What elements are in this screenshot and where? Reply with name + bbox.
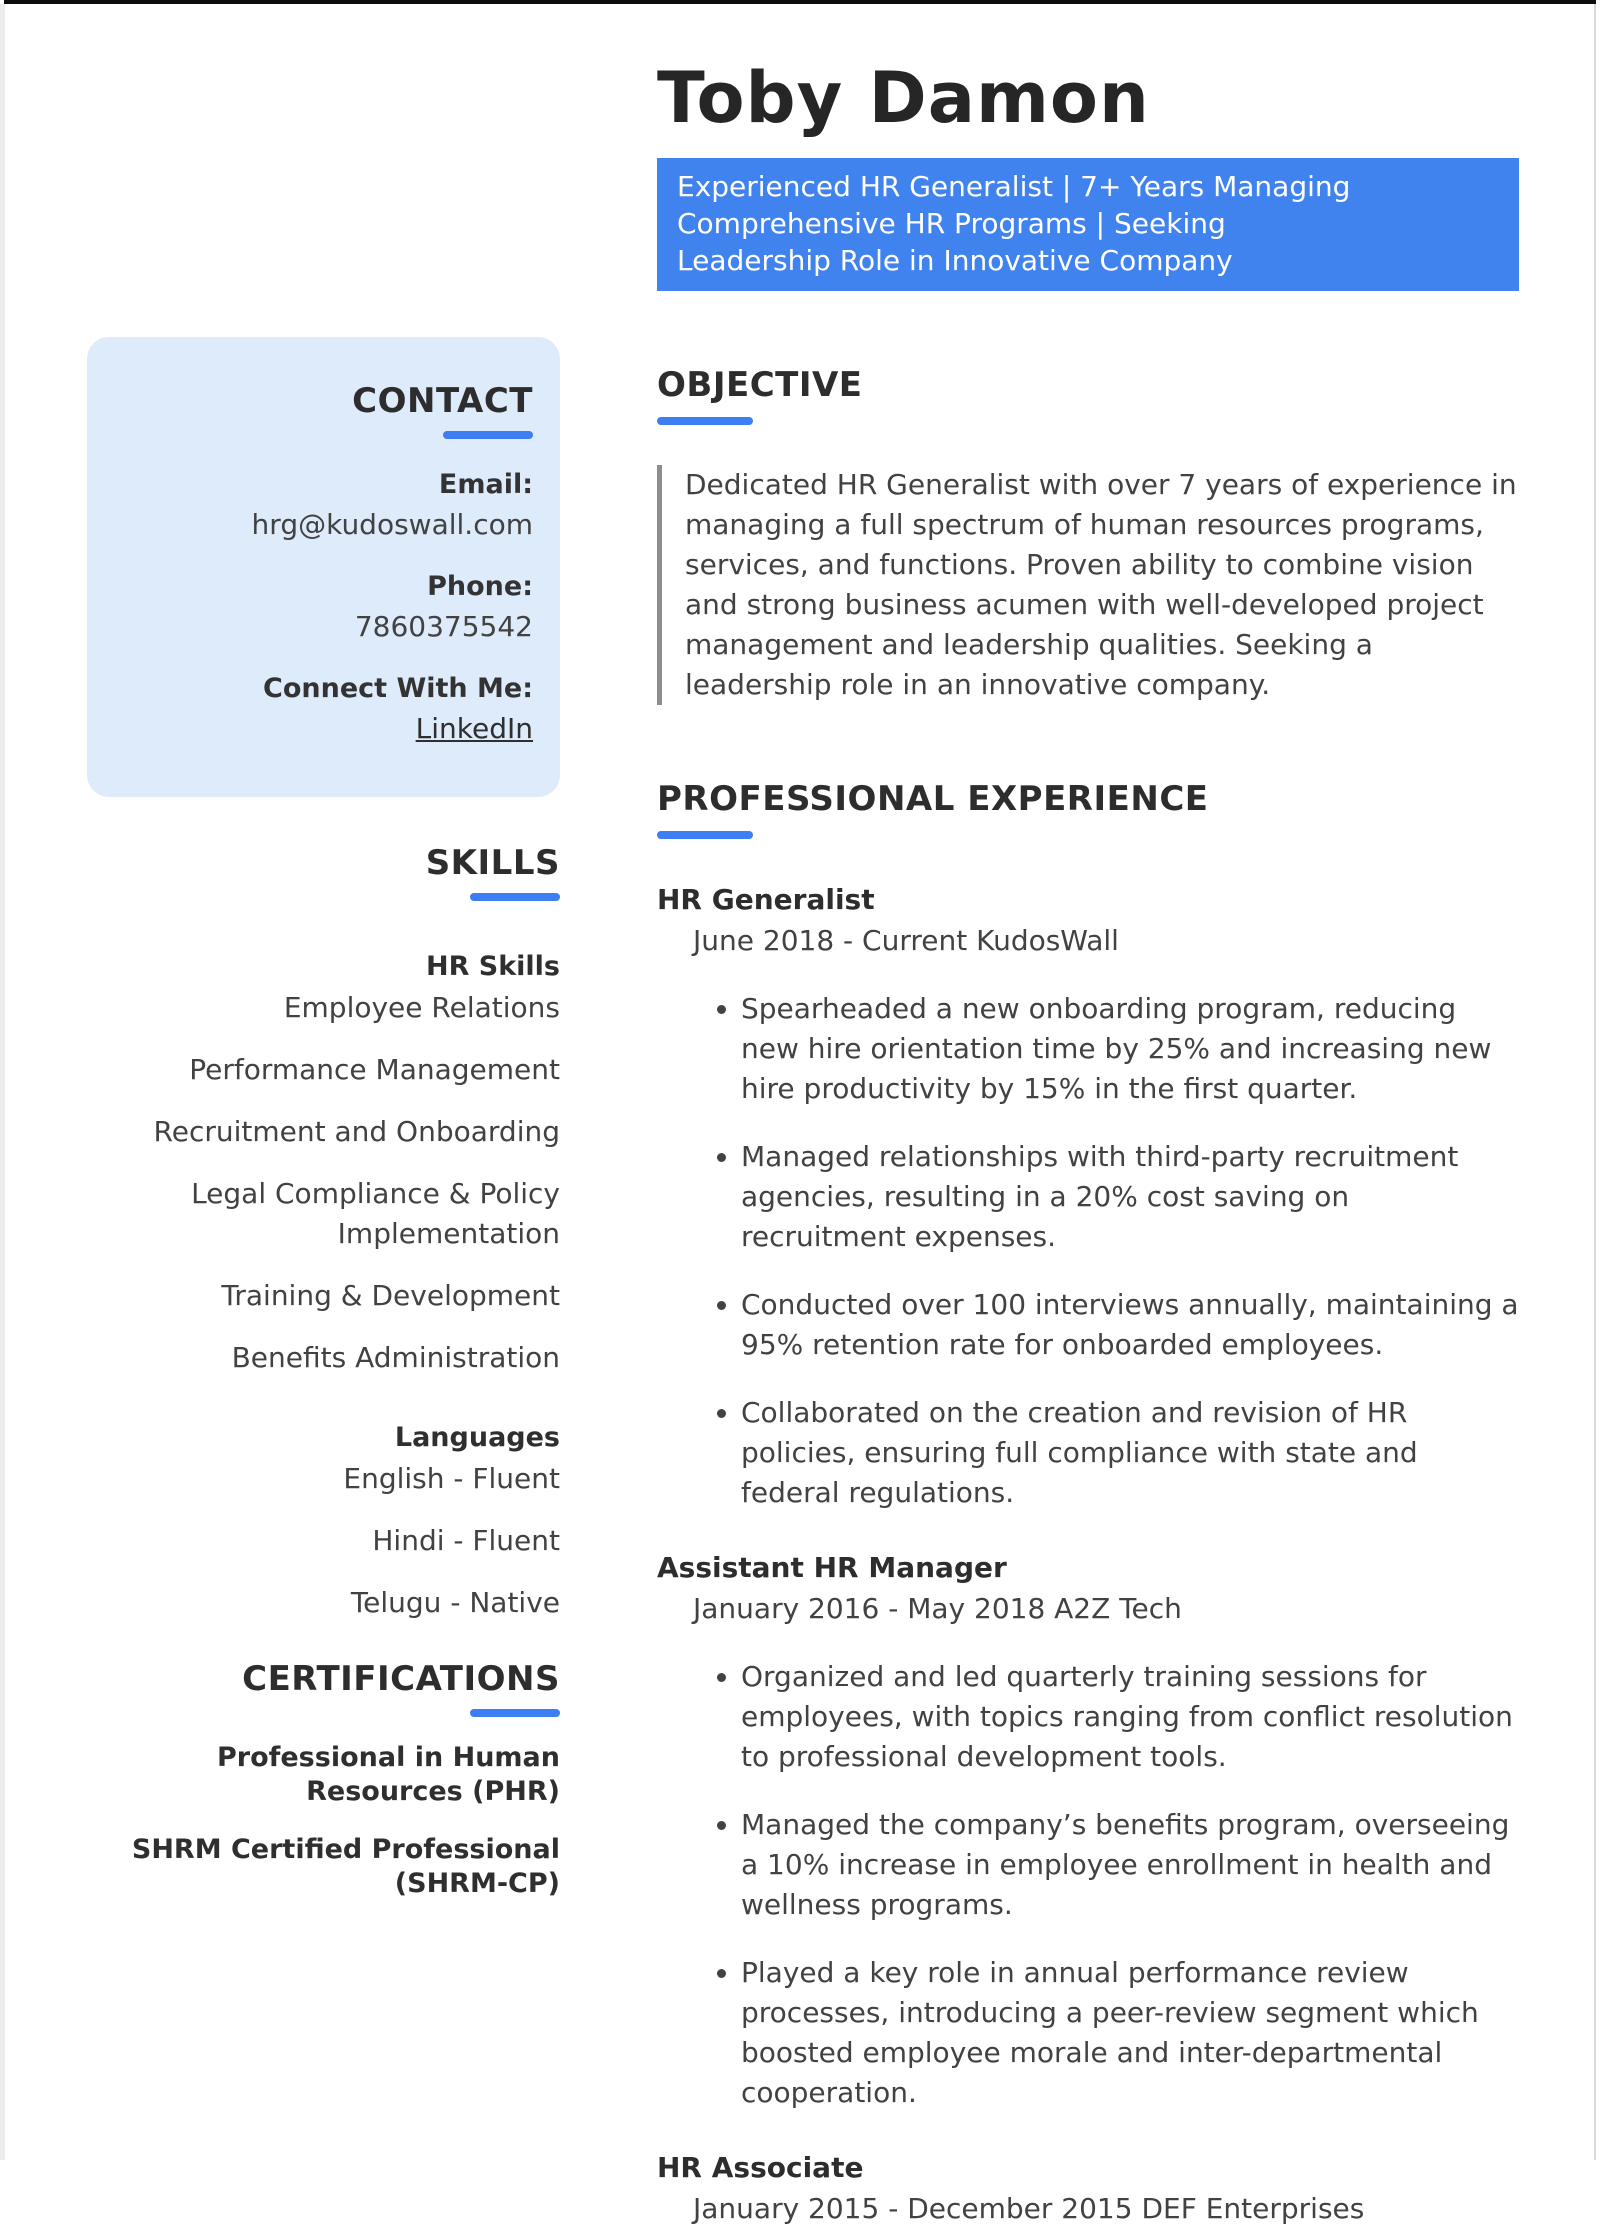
window-left-edge — [0, 4, 5, 2160]
job-entry — [657, 1551, 1519, 2113]
job-title: HR Associate — [657, 2150, 864, 2184]
email-label: Email: — [438, 469, 533, 500]
connect-label: Connect With Me: — [263, 673, 533, 704]
skills-heading-underline — [470, 893, 560, 901]
tagline-line: Leadership Role in Innovative Company — [677, 243, 1233, 277]
email-value: hrg@kudoswall.com — [251, 508, 533, 541]
phone-value: 7860375542 — [354, 610, 533, 643]
job-bullet: • Conducted over 100 interviews annually, maintaining a 95% retention rate for onboarded employees. — [741, 1285, 1519, 1365]
main-column — [657, 0, 1519, 2225]
skill-item: Performance Management — [189, 1053, 560, 1086]
skills-heading: SKILLS — [425, 843, 560, 883]
job-bullet: • Spearheaded a new onboarding program, reducing new hire orientation time by 25% and increasing new hire productivity by 15% in the first quarter. — [741, 989, 1519, 1109]
job-bullet-list — [657, 989, 1519, 1513]
job-bullet: • Managed relationships with third-party recruitment agencies, resulting in a 20% cost saving on recruitment expenses. — [741, 1137, 1519, 1257]
contact-heading: CONTACT — [352, 381, 533, 421]
job-meta: June 2018 - Current KudosWall — [693, 923, 1119, 957]
job-title: Assistant HR Manager — [657, 1550, 1007, 1584]
objective-heading: OBJECTIVE — [657, 364, 863, 405]
job-bullet-list — [657, 1657, 1519, 2113]
language-group-label: Languages — [394, 1422, 560, 1453]
language-item: Telugu - Native — [350, 1586, 560, 1619]
experience-heading: PROFESSIONAL EXPERIENCE — [657, 778, 1209, 819]
skill-item: Recruitment and Onboarding — [153, 1115, 560, 1148]
resume-content — [87, 0, 1519, 2225]
experience-section — [657, 779, 1519, 2225]
skill-item: Legal Compliance & Policy Implementation — [191, 1177, 560, 1250]
objective-section — [657, 365, 1519, 705]
linkedin-row — [114, 712, 533, 745]
tagline-banner — [657, 158, 1519, 291]
skills-section — [87, 843, 560, 1623]
language-item: English - Fluent — [343, 1462, 560, 1495]
sidebar — [87, 337, 560, 2225]
job-meta: January 2016 - May 2018 A2Z Tech — [693, 1591, 1182, 1625]
certifications-section — [87, 1659, 560, 1901]
window-right-edge — [1594, 4, 1596, 2160]
objective-heading-underline — [657, 417, 753, 425]
job-entry — [657, 883, 1519, 1513]
experience-heading-underline — [657, 831, 753, 839]
job-bullet: • Managed the company’s benefits program, overseeing a 10% increase in employee enrollment in health and wellness programs. — [741, 1805, 1519, 1925]
candidate-name: Toby Damon — [657, 57, 1150, 139]
objective-text: Dedicated HR Generalist with over 7 years of experience in managing a full spectrum of human resources programs, services, and functions. Proven ability to combine vision and strong business acumen with well-developed project management and leadership qualities. Seeking a leadership role in an innovative company. — [657, 465, 1519, 705]
language-item: Hindi - Fluent — [372, 1524, 560, 1557]
skill-item: Benefits Administration — [231, 1341, 560, 1374]
tagline-line: Comprehensive HR Programs | Seeking — [677, 206, 1226, 240]
certifications-heading-underline — [470, 1709, 560, 1717]
skill-group-label: HR Skills — [425, 951, 560, 982]
tagline-line: Experienced HR Generalist | 7+ Years Managing — [677, 169, 1351, 203]
certification-item: Professional in Human Resources (PHR) — [216, 1742, 560, 1807]
phone-label: Phone: — [427, 571, 533, 602]
job-bullet: • Collaborated on the creation and revision of HR policies, ensuring full compliance with state and federal regulations. — [741, 1393, 1519, 1513]
job-meta: January 2015 - December 2015 DEF Enterprises — [693, 2191, 1365, 2225]
skill-item: Employee Relations — [283, 991, 560, 1024]
contact-card — [87, 337, 560, 797]
certification-item: SHRM Certified Professional (SHRM-CP) — [131, 1834, 560, 1899]
certifications-heading: CERTIFICATIONS — [242, 1659, 560, 1699]
contact-heading-underline — [443, 431, 533, 439]
linkedin-link[interactable]: LinkedIn — [415, 712, 533, 745]
job-entry — [657, 2151, 1519, 2225]
job-bullet: • Organized and led quarterly training sessions for employees, with topics ranging from conflict resolution to professional development tools. — [741, 1657, 1519, 1777]
job-bullet: • Played a key role in annual performance review processes, introducing a peer-review segment which boosted employee morale and inter-departmental cooperation. — [741, 1953, 1519, 2113]
job-title: HR Generalist — [657, 882, 875, 916]
skill-item: Training & Development — [221, 1279, 560, 1312]
